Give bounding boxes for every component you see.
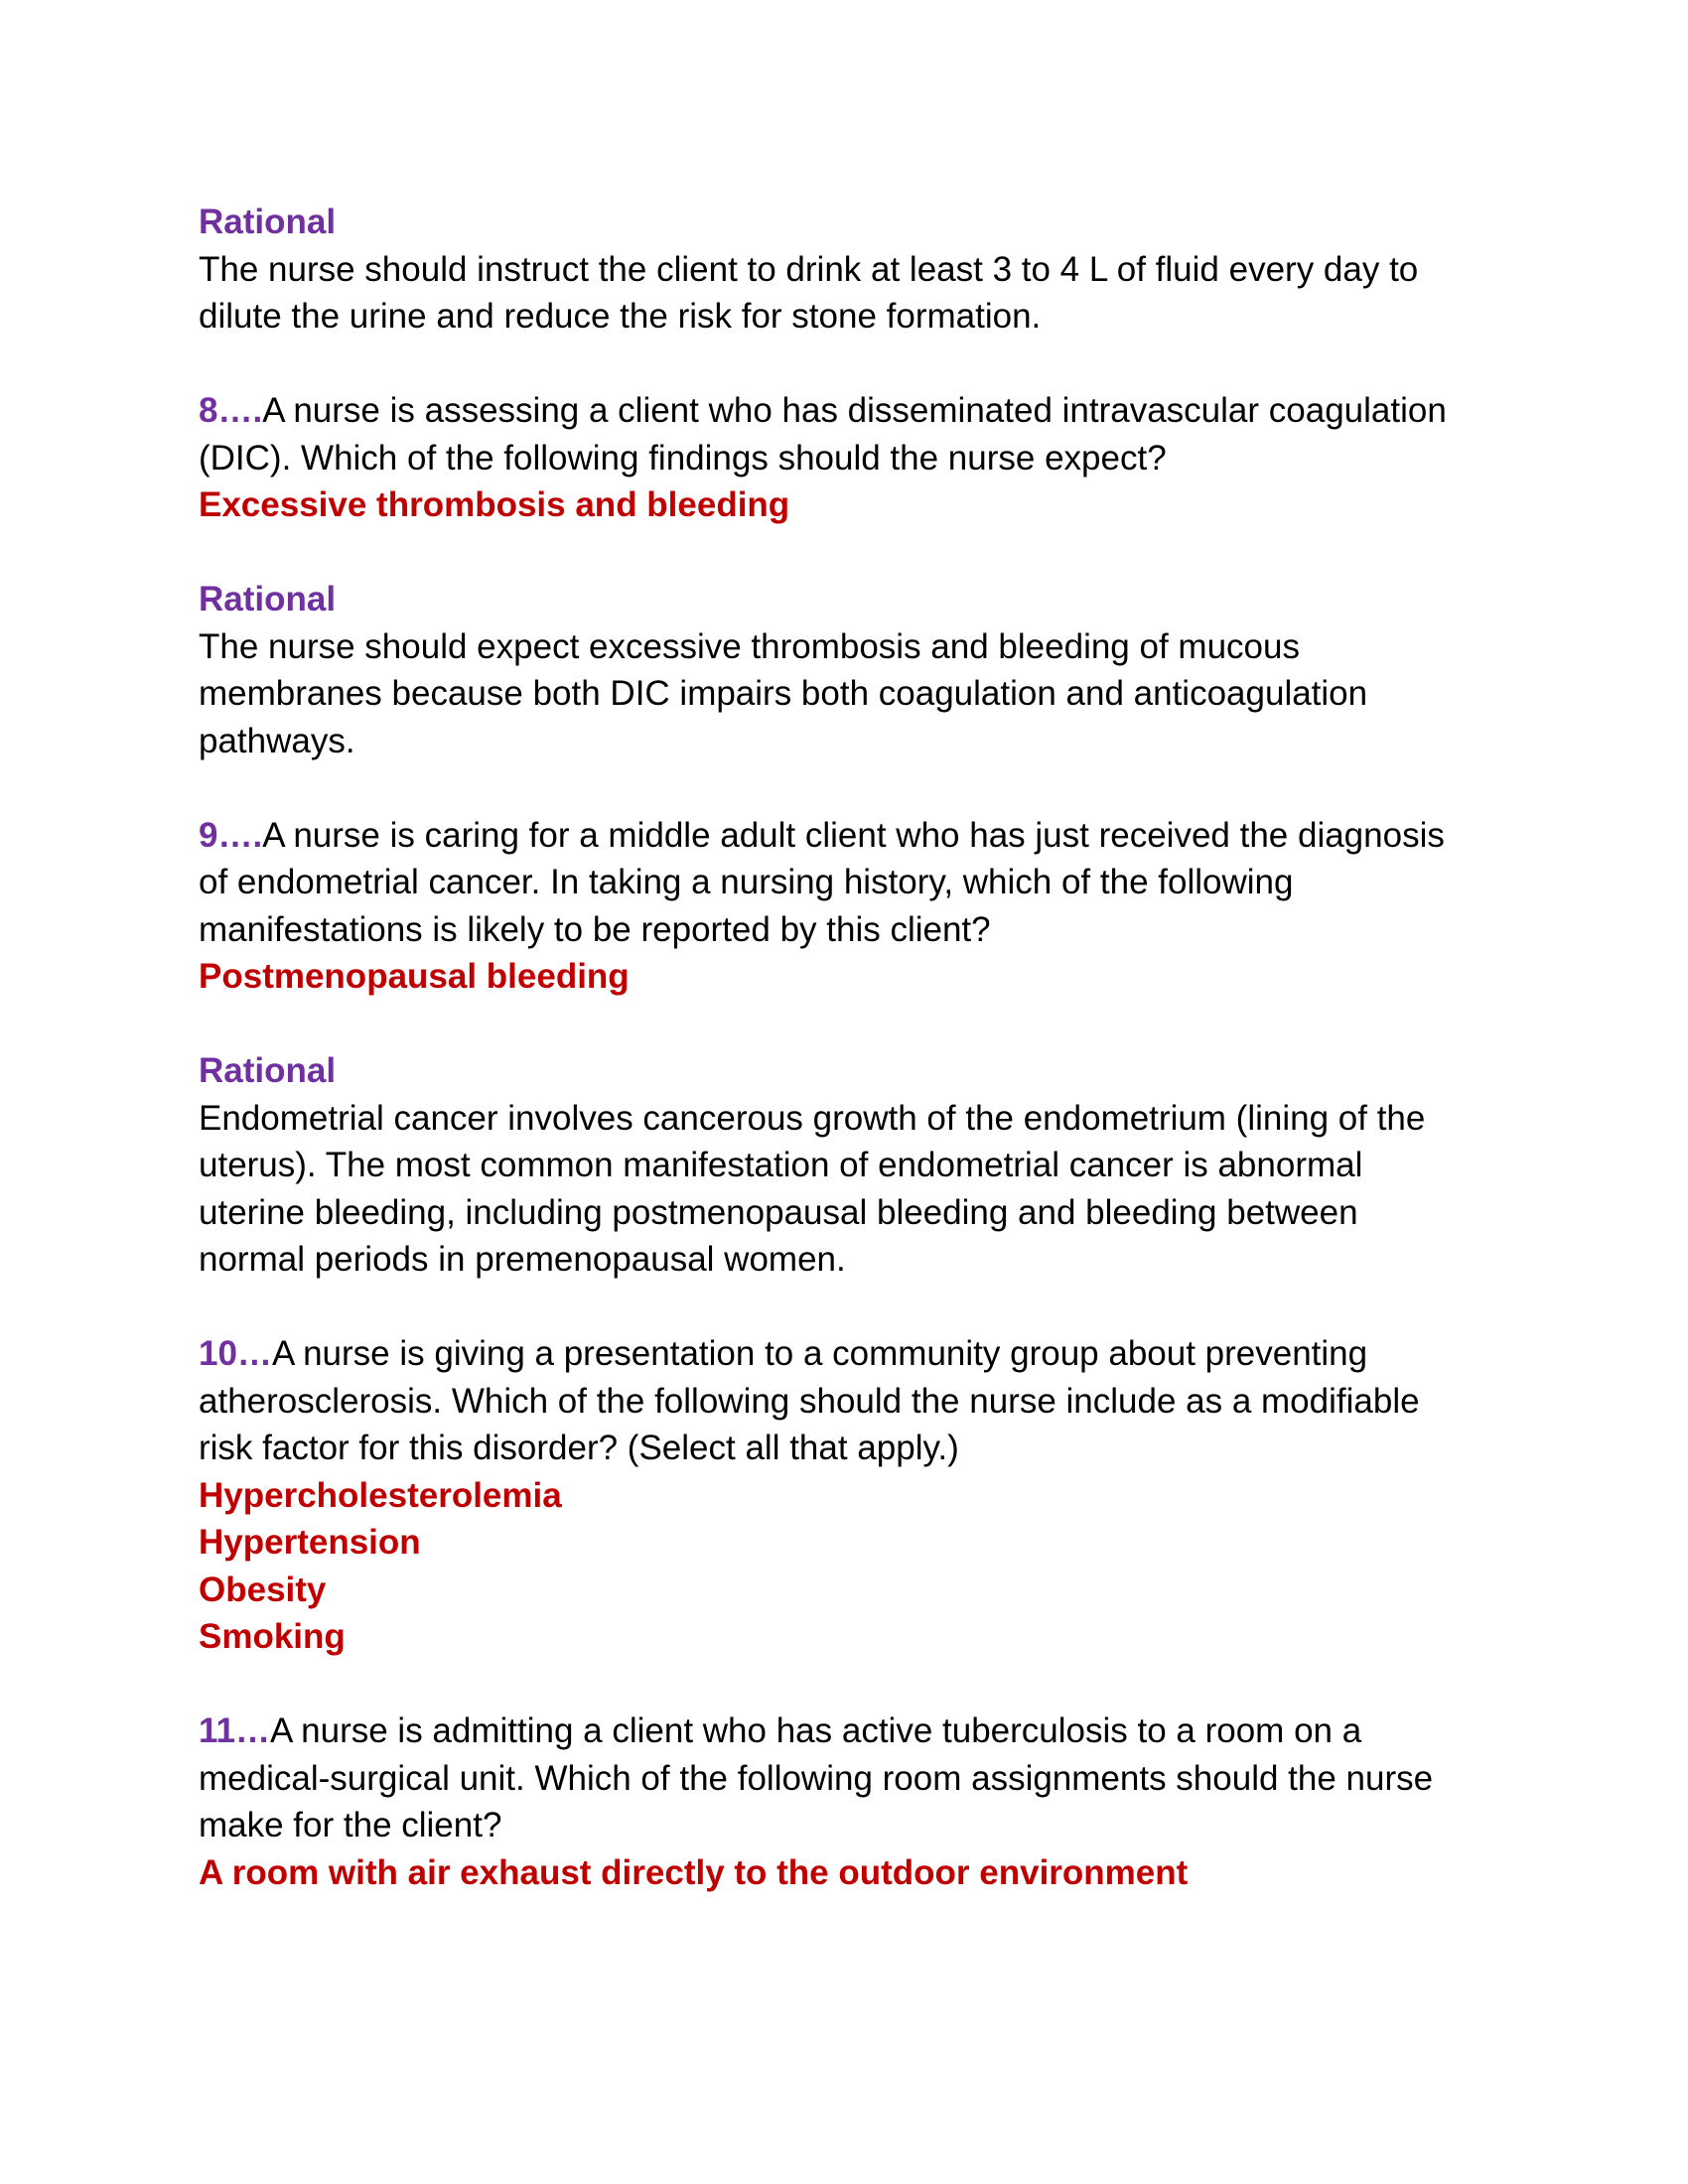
question-number: 11… (199, 1711, 270, 1750)
question-8-line (199, 387, 1489, 435)
question-9-line (199, 812, 1489, 860)
question-11-line (199, 1707, 1489, 1755)
answer: A room with air exhaust directly to the outdoor environment (199, 1852, 1189, 1892)
question-text: A nurse is admitting a client who has active tuberculosis to a room on a (270, 1711, 1362, 1750)
question-text: A nurse is assessing a client who has disseminated intravascular coagulation (262, 391, 1447, 430)
document-page (199, 199, 1489, 1896)
rationale-heading: Rational (199, 203, 337, 241)
rationale-text: uterine bleeding, including postmenopausal bleeding and bleeding between (199, 1192, 1358, 1232)
question-text: A nurse is giving a presentation to a community group about preventing (271, 1334, 1368, 1373)
rationale-text: normal periods in premenopausal women. (199, 1240, 846, 1279)
rationale-text: Endometrial cancer involves cancerous growth of the endometrium (lining of the (199, 1098, 1426, 1138)
question-text: make for the client? (199, 1806, 502, 1844)
question-number: 8…. (199, 391, 263, 430)
answer: Hypercholesterolemia (199, 1475, 562, 1515)
question-text: atherosclerosis. Which of the following should the nurse include as a modifiable (199, 1381, 1420, 1421)
rationale-heading: Rational (199, 1051, 337, 1090)
question-text: of endometrial cancer. In taking a nursing history, which of the following (199, 863, 1294, 901)
rationale-text: The nurse should instruct the client to drink at least 3 to 4 L of fluid every day to (199, 249, 1419, 289)
rationale-text: The nurse should expect excessive thrombosis and bleeding of mucous (199, 626, 1300, 666)
rationale-text: membranes because both DIC impairs both coagulation and anticoagulation (199, 674, 1368, 713)
question-text: risk factor for this disorder? (Select all that apply.) (199, 1429, 959, 1467)
question-10-line (199, 1330, 1489, 1378)
answer: Hypertension (199, 1523, 421, 1562)
rationale-text: pathways. (199, 721, 355, 760)
question-text: A nurse is caring for a middle adult client who has just received the diagnosis (262, 815, 1445, 855)
answer: Obesity (199, 1570, 327, 1609)
rationale-text: dilute the urine and reduce the risk for stone formation. (199, 297, 1042, 336)
answer: Smoking (199, 1617, 346, 1656)
question-number: 10… (199, 1334, 272, 1373)
question-text: (DIC). Which of the following findings should the nurse expect? (199, 438, 1167, 478)
rationale-text: uterus). The most common manifestation of endometrial cancer is abnormal (199, 1146, 1363, 1184)
answer: Excessive thrombosis and bleeding (199, 485, 790, 524)
rationale-heading: Rational (199, 580, 337, 618)
question-text: manifestations is likely to be reported by this client? (199, 909, 991, 949)
answer: Postmenopausal bleeding (199, 957, 630, 996)
question-text: medical-surgical unit. Which of the following room assignments should the nurse (199, 1758, 1434, 1798)
question-number: 9…. (199, 815, 263, 855)
